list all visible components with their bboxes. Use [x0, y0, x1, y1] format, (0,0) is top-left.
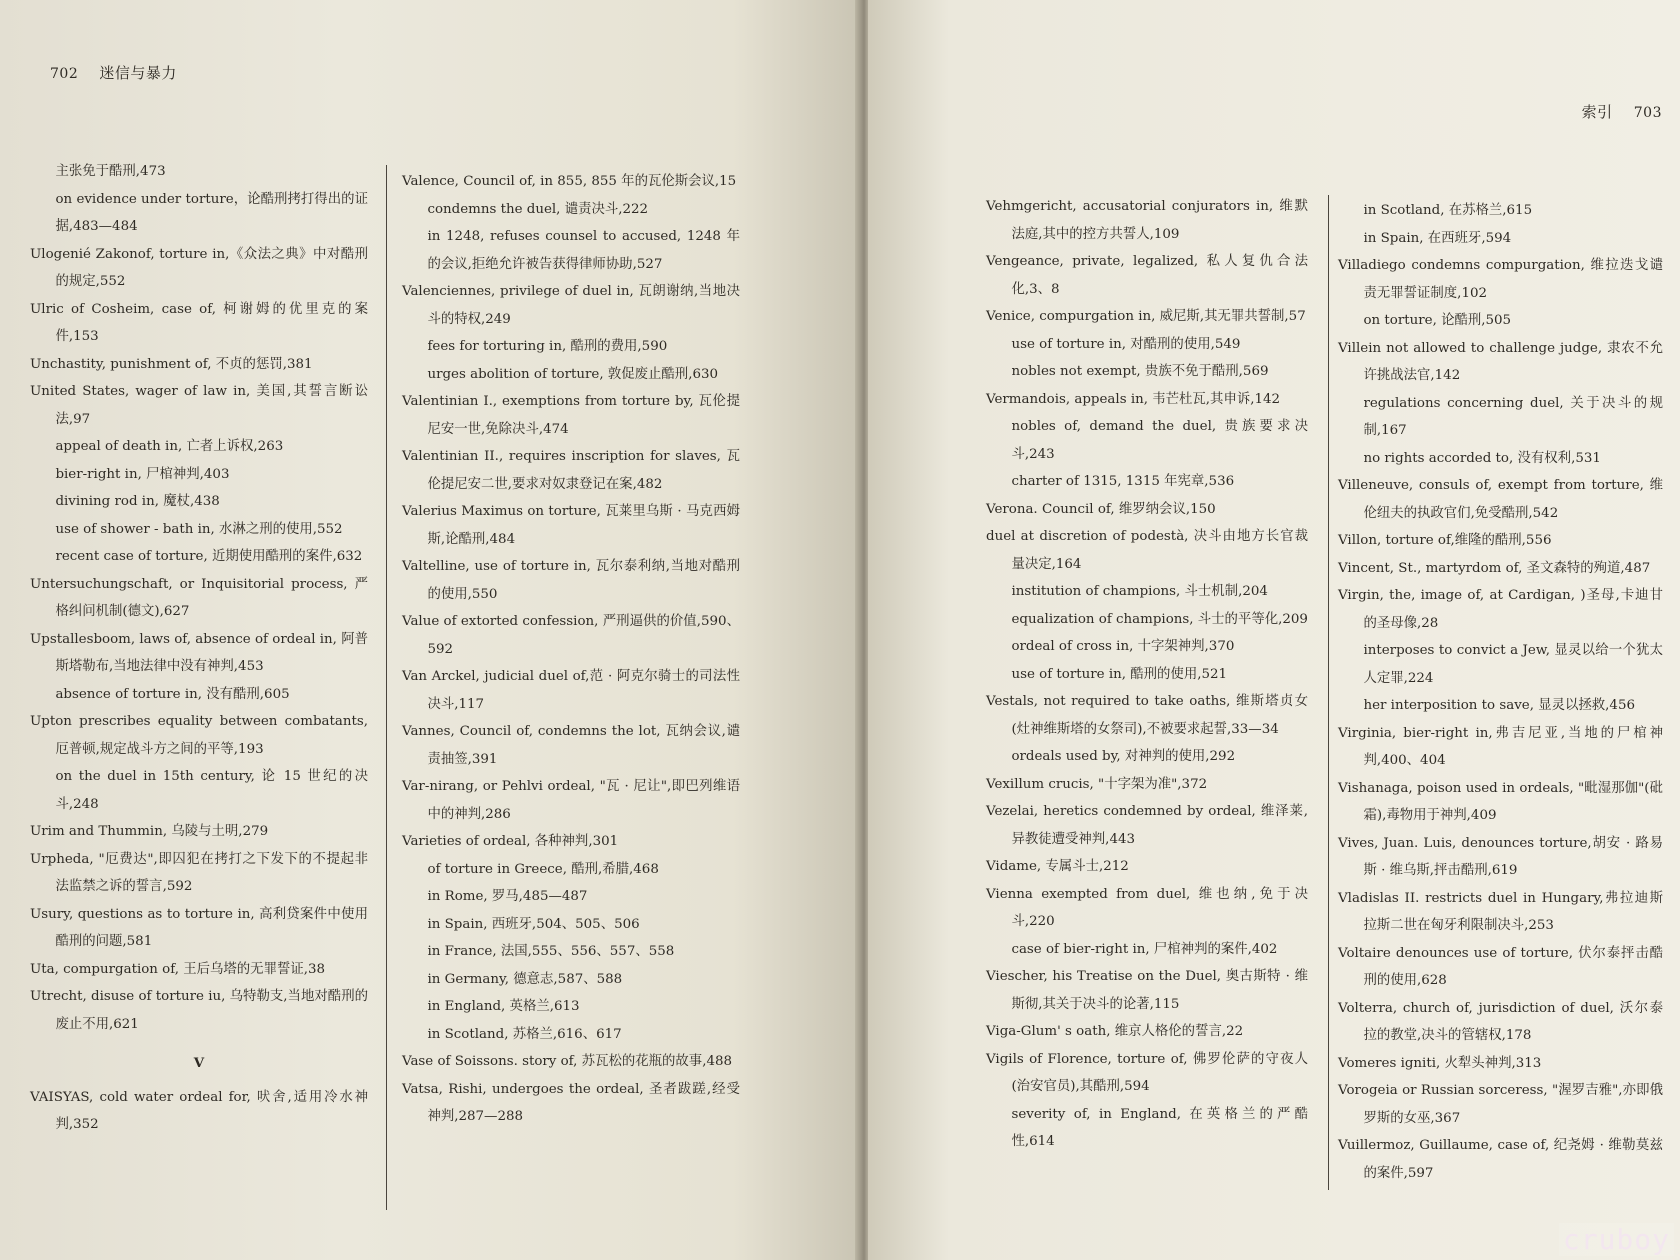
index-entry: Var-nirang, or Pehlvi ordeal, "瓦 · 尼让",即巴列维语中的神判,286: [402, 779, 740, 822]
index-entry: Vishanaga, poison used in ordeals, "毗湿那伽"(砒霜),毒物用于神判,409: [1338, 780, 1663, 823]
index-entry: Usury, questions as to torture in, 高利贷案件中使用酷刑的问题,581: [30, 906, 368, 949]
index-entry: Virgin, the, image of, at Cardigan, )圣母,卡迪甘的圣母像,28: [1338, 588, 1663, 631]
watermark: cruboy: [1559, 1223, 1674, 1256]
index-entry: Vestals, not required to take oaths, 维斯塔贞女(灶神维斯塔的女祭司),不被要求起誓,33—34: [986, 694, 1308, 737]
index-entry: in Rome, 罗马,485—487: [427, 889, 588, 904]
index-entry: Van Arckel, judicial duel of,范 · 阿克尔骑士的司法性决斗,117: [402, 669, 740, 712]
index-entry: interposes to convict a Jew, 显灵以给一个犹太人定罪,224: [1363, 643, 1663, 686]
index-entry: nobles not exempt, 贵族不免于酷刑,569: [1011, 364, 1269, 379]
index-entry: Viescher, his Treatise on the Duel, 奥古斯特 · 维斯彻,其关于决斗的论著,115: [986, 969, 1308, 1012]
index-entry: regulations concerning duel, 关于决斗的规制,167: [1363, 395, 1663, 438]
index-entry: Ulogenié Zakonof, torture in,《众法之典》中对酷刑的规定,552: [30, 246, 368, 289]
left-running-head: [50, 62, 177, 83]
right-page: [868, 0, 1680, 1260]
index-entry: Vezelai, heretics condemned by ordeal, 维泽莱,异教徒遭受神判,443: [986, 804, 1308, 847]
index-entry: Uta, compurgation of, 王后乌塔的无罪誓证,38: [30, 961, 326, 977]
index-entry: ordeal of cross in, 十字架神判,370: [1011, 639, 1235, 654]
index-entry: Value of extorted confession, 严刑逼供的价值,590、592: [402, 614, 740, 657]
index-entry: no rights accorded to, 没有权利,531: [1363, 450, 1601, 466]
index-entry: Vladislas II. restricts duel in Hungary,弗拉迪斯拉斯二世在匈牙利限制决斗,253: [1338, 890, 1663, 933]
index-entry: ordeals used by, 对神判的使用,292: [1011, 749, 1236, 764]
index-entry: Valerius Maximus on torture, 瓦莱里乌斯 · 马克西姆斯,论酷刑,484: [402, 504, 740, 547]
index-entry: in Spain, 西班牙,504、505、506: [427, 916, 640, 932]
index-entry: Vannes, Council of, condemns the lot, 瓦纳会议,谴责抽签,391: [402, 724, 740, 767]
index-entry: recent case of torture, 近期使用酷刑的案件,632: [55, 549, 363, 564]
index-entry: Upstallesboom, laws of, absence of ordeal in, 阿普斯塔勒布,当地法律中没有神判,453: [30, 631, 368, 674]
right-index-column-1: [986, 193, 1308, 1156]
index-entry: use of torture in, 酷刑的使用,521: [1011, 666, 1228, 682]
index-entry: Unchastity, punishment of, 不贞的惩罚,381: [30, 356, 313, 372]
index-entry: Vorogeia or Russian sorceress, "渥罗吉雅",亦即俄罗斯的女巫,367: [1338, 1083, 1663, 1126]
index-entry: Volterra, church of, jurisdiction of duel, 沃尔泰拉的教堂,决斗的管辖权,178: [1338, 1000, 1663, 1043]
index-entry: Virginia, bier-right in,弗吉尼亚,当地的尸棺神判,400、404: [1338, 725, 1663, 768]
index-entry: duel at discretion of podestà, 决斗由地方长官裁量决定,164: [986, 529, 1308, 572]
index-entry: institution of champions, 斗士机制,204: [1011, 584, 1268, 599]
index-entry: urges abolition of torture, 敦促废止酷刑,630: [427, 366, 719, 382]
index-entry: charter of 1315, 1315 年宪章,536: [1011, 474, 1235, 489]
index-entry: VAISYAS, cold water ordeal for, 吠舍,适用冷水神判,352: [30, 1089, 368, 1132]
index-entry: Villadiego condemns compurgation, 维拉迭戈谴责无罪誓证制度,102: [1338, 258, 1663, 301]
index-entry: Viga-Glum' s oath, 维京人格伦的誓言,22: [986, 1024, 1244, 1039]
left-index-column-1: [30, 158, 368, 1139]
right-column-rule: [1328, 195, 1329, 1190]
index-entry: in Scotland, 在苏格兰,615: [1363, 203, 1533, 218]
index-entry: fees for torturing in, 酷刑的费用,590: [427, 339, 668, 354]
index-entry: appeal of death in, 亡者上诉权,263: [55, 439, 284, 454]
index-entry: Vienna exempted from duel, 维也纳,免于决斗,220: [986, 886, 1308, 929]
left-page-title: 迷信与暴力: [99, 64, 177, 82]
index-entry: 主张免于酷刑,473: [55, 164, 166, 179]
right-page-number: 703: [1633, 105, 1662, 121]
index-entry: Vatsa, Rishi, undergoes the ordeal, 圣者跋蹉,经受神判,287—288: [402, 1081, 740, 1124]
index-entry: on evidence under torture，论酷刑拷打得出的证据,483—484: [55, 191, 368, 234]
index-entry: Upton prescribes equality between combatants, 厄普顿,规定战斗方之间的平等,193: [30, 714, 368, 757]
index-entry: case of bier-right in, 尸棺神判的案件,402: [1011, 941, 1278, 957]
right-page-title: 索引: [1581, 103, 1613, 121]
index-entry: Vase of Soissons. story of, 苏瓦松的花瓶的故事,488: [402, 1054, 733, 1069]
index-entry: in Spain, 在西班牙,594: [1363, 230, 1512, 246]
right-running-head: [1582, 101, 1662, 122]
index-entry: Verona. Council of, 维罗纳会议,150: [986, 501, 1216, 517]
index-entry: Venice, compurgation in, 威尼斯,其无罪共誓制,57: [986, 309, 1306, 324]
index-entry: use of torture in, 对酷刑的使用,549: [1011, 336, 1241, 352]
index-entry: Vincent, St., martyrdom of, 圣文森特的殉道,487: [1338, 560, 1651, 576]
index-entry: on the duel in 15th century, 论 15 世纪的决斗,248: [55, 769, 368, 812]
index-entry: in Germany, 德意志,587、588: [427, 971, 623, 987]
index-entry: of torture in Greece, 酷刑,希腊,468: [427, 861, 659, 877]
index-entry: Vives, Juan. Luis, denounces torture,胡安 · 路易斯 · 维乌斯,抨击酷刑,619: [1338, 835, 1663, 878]
index-entry: nobles of, demand the duel, 贵族要求决斗,243: [1011, 419, 1308, 462]
index-entry: on torture, 论酷刑,505: [1363, 313, 1512, 328]
index-entry: Vomeres igniti, 火犁头神判,313: [1338, 1055, 1542, 1071]
index-entry: Ulric of Cosheim, case of, 柯谢姆的优里克的案件,153: [30, 301, 368, 344]
index-entry: condemns the duel, 谴责决斗,222: [427, 201, 649, 217]
index-entry: Vigils of Florence, torture of, 佛罗伦萨的守夜人(治安官员),其酷刑,594: [986, 1051, 1308, 1094]
left-page-number: 702: [50, 66, 79, 82]
section-letter: V: [193, 1055, 205, 1071]
index-entry: Vehmgericht, accusatorial conjurators in, 维默法庭,其中的控方共誓人,109: [986, 199, 1308, 242]
index-entry: Vidame, 专属斗士,212: [986, 859, 1129, 874]
index-entry: Valentinian II., requires inscription for slaves, 瓦伦提尼安二世,要求对奴隶登记在案,482: [402, 449, 740, 492]
index-entry: in France, 法国,555、556、557、558: [427, 944, 675, 959]
index-entry: in Scotland, 苏格兰,616、617: [427, 1026, 622, 1042]
index-entry: use of shower - bath in, 水淋之刑的使用,552: [55, 521, 343, 537]
left-index-column-2: [402, 168, 740, 1131]
index-entry: equalization of champions, 斗士的平等化,209: [1011, 611, 1308, 627]
index-entry: Valence, Council of, in 855, 855 年的瓦伦斯会议,15: [402, 174, 737, 189]
index-entry: in 1248, refuses counsel to accused, 1248 年的会议,拒绝允许被告获得律师协助,527: [427, 229, 740, 272]
index-entry: in England, 英格兰,613: [427, 999, 580, 1014]
index-entry: Villon, torture of,维隆的酷刑,556: [1338, 533, 1552, 548]
index-entry: Villeneuve, consuls of, exempt from torture, 维伦纽夫的执政官们,免受酷刑,542: [1338, 478, 1663, 521]
index-entry: Valtelline, use of torture in, 瓦尔泰利纳,当地对酷刑的使用,550: [402, 559, 740, 602]
index-entry: Urim and Thummin, 乌陵与土明,279: [30, 824, 269, 839]
index-entry: Valenciennes, privilege of duel in, 瓦朗谢纳,当地决斗的特权,249: [402, 284, 740, 327]
index-entry: Untersuchungschaft, or Inquisitorial process, 严格纠问机制(德文),627: [30, 576, 368, 619]
index-entry: Varieties of ordeal, 各种神判,301: [402, 834, 619, 849]
index-entry: divining rod in, 魔杖,438: [55, 494, 220, 509]
index-entry: Valentinian I., exemptions from torture by, 瓦伦提尼安一世,免除决斗,474: [402, 394, 740, 437]
index-entry: Vengeance, private, legalized, 私人复仇合法化,3、8: [986, 254, 1308, 297]
left-column-rule: [386, 165, 387, 1210]
index-entry: Vexillum crucis, "十字架为准",372: [986, 776, 1208, 792]
index-entry: United States, wager of law in, 美国,其誓言断讼法,97: [30, 384, 368, 427]
index-entry: bier-right in, 尸棺神判,403: [55, 466, 230, 482]
index-entry: absence of torture in, 没有酷刑,605: [55, 686, 290, 702]
index-entry: her interposition to save, 显灵以拯救,456: [1363, 698, 1635, 713]
right-index-column-2: [1338, 197, 1663, 1187]
index-entry: Villein not allowed to challenge judge, 隶农不允许挑战法官,142: [1338, 340, 1663, 383]
index-entry: Vermandois, appeals in, 韦芒杜瓦,其申诉,142: [986, 391, 1281, 407]
index-entry: Utrecht, disuse of torture iu, 乌特勒支,当地对酷刑的废止不用,621: [30, 989, 368, 1032]
index-entry: Voltaire denounces use of torture, 伏尔泰抨击酷刑的使用,628: [1338, 945, 1663, 988]
index-entry: Urpheda, "厄费达",即囚犯在拷打之下发下的不提起非法监禁之诉的誓言,592: [30, 851, 368, 894]
index-entry: Vuillermoz, Guillaume, case of, 纪尧姆 · 维勒莫兹的案件,597: [1338, 1138, 1663, 1181]
index-entry: severity of, in England, 在英格兰的严酷性,614: [1011, 1106, 1308, 1149]
